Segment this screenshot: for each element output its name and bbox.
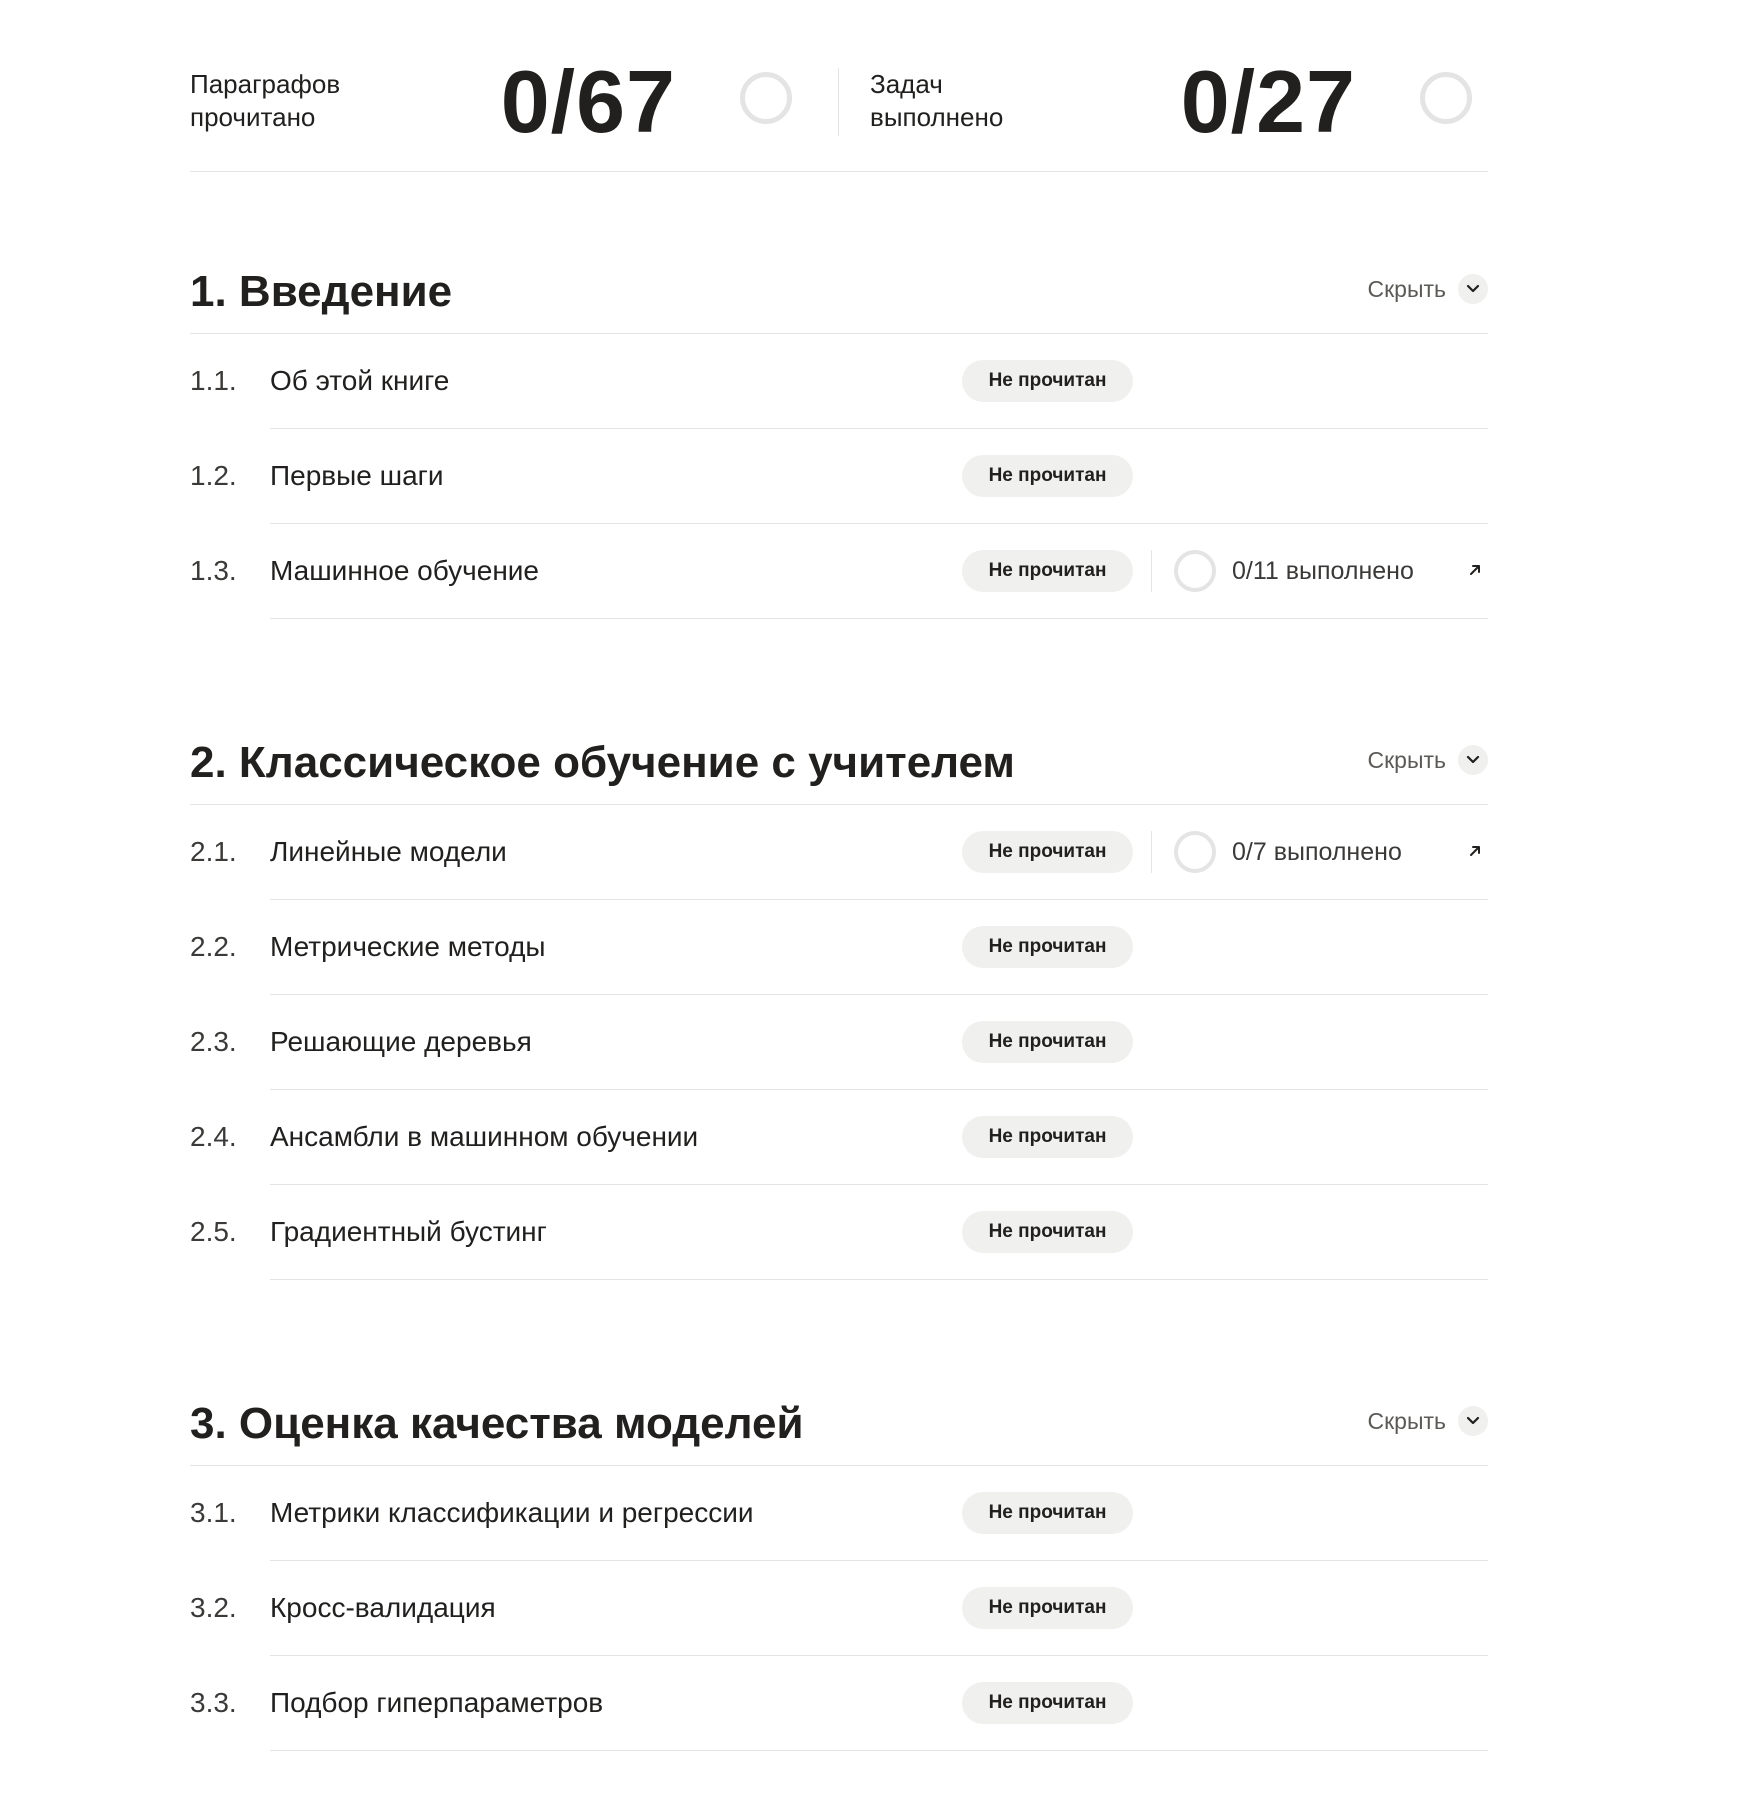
hide-label: Скрыть (1367, 276, 1446, 302)
paragraph-number: 2.4. (190, 1121, 237, 1152)
paragraph-number: 2.3. (190, 1026, 237, 1057)
paragraphs-label-line2: прочитано (190, 102, 316, 132)
read-status-badge: Не прочитан (962, 1211, 1133, 1253)
paragraphs-label-line1: Параграфов (190, 69, 341, 99)
paragraph-number: 2.1. (190, 836, 237, 867)
read-status-badge: Не прочитан (962, 831, 1133, 873)
paragraph-number: 2.2. (190, 931, 237, 962)
paragraph-number: 1.1. (190, 365, 237, 396)
section-introduction (190, 240, 1488, 619)
row-divider (1151, 831, 1152, 873)
paragraphs-progress-ring-icon (740, 72, 792, 124)
course-contents (190, 0, 1488, 1718)
read-status-badge: Не прочитан (962, 1682, 1133, 1724)
section-title: 3. Оценка качества моделей (190, 1399, 804, 1448)
tasks-progress-text: 0/11 выполнено (1232, 557, 1414, 585)
paragraph-row (190, 429, 1488, 524)
paragraph-link[interactable]: Первые шаги (270, 460, 444, 491)
arrow-up-right-icon[interactable] (1462, 557, 1488, 583)
hide-section-button[interactable] (1367, 745, 1488, 775)
chevron-down-icon (1458, 745, 1488, 775)
paragraph-link[interactable]: Метрики классификации и регрессии (270, 1497, 754, 1528)
tasks-done-count: 0/27 (1180, 52, 1356, 151)
section-supervised-learning (190, 711, 1488, 1280)
hide-label: Скрыть (1367, 747, 1446, 773)
read-status-badge: Не прочитан (962, 1492, 1133, 1534)
paragraph-row (190, 1561, 1488, 1656)
paragraph-link[interactable]: Метрические методы (270, 931, 546, 962)
read-status-badge: Не прочитан (962, 360, 1133, 402)
paragraph-number: 3.2. (190, 1592, 237, 1623)
read-status-badge: Не прочитан (962, 1021, 1133, 1063)
read-status-badge: Не прочитан (962, 550, 1133, 592)
tasks-label-line1: Задач (870, 69, 943, 99)
paragraph-link[interactable]: Об этой книге (270, 365, 450, 396)
hide-label: Скрыть (1367, 1408, 1446, 1434)
paragraph-number: 2.5. (190, 1216, 237, 1247)
paragraph-link[interactable]: Машинное обучение (270, 555, 539, 586)
section-model-evaluation (190, 1372, 1488, 1751)
paragraph-link[interactable]: Кросс-валидация (270, 1592, 496, 1623)
chevron-down-icon (1458, 1406, 1488, 1436)
paragraph-row (190, 524, 1488, 619)
paragraph-row (190, 334, 1488, 429)
paragraphs-read-label (190, 68, 340, 134)
paragraph-row (190, 1466, 1488, 1561)
tasks-progress-text: 0/7 выполнено (1232, 838, 1402, 866)
task-progress-ring-icon (1174, 550, 1216, 592)
paragraph-link[interactable]: Подбор гиперпараметров (270, 1687, 604, 1718)
paragraph-link[interactable]: Линейные модели (270, 836, 507, 867)
arrow-up-right-icon[interactable] (1462, 838, 1488, 864)
paragraph-row (190, 995, 1488, 1090)
read-status-badge: Не прочитан (962, 1587, 1133, 1629)
tasks-progress-ring-icon (1420, 72, 1472, 124)
paragraph-link[interactable]: Решающие деревья (270, 1026, 532, 1057)
stats-divider (838, 68, 839, 136)
progress-summary (190, 0, 1488, 172)
paragraph-row (190, 1090, 1488, 1185)
row-divider (1151, 550, 1152, 592)
paragraph-link[interactable]: Градиентный бустинг (270, 1216, 547, 1247)
section-title: 2. Классическое обучение с учителем (190, 738, 1015, 787)
paragraph-number: 3.3. (190, 1687, 237, 1718)
paragraph-number: 3.1. (190, 1497, 237, 1528)
paragraph-number: 1.2. (190, 460, 237, 491)
hide-section-button[interactable] (1367, 1406, 1488, 1436)
read-status-badge: Не прочитан (962, 926, 1133, 968)
section-header (190, 240, 1488, 334)
section-header (190, 1372, 1488, 1466)
paragraph-link[interactable]: Ансамбли в машинном обучении (270, 1121, 699, 1152)
task-progress-ring-icon (1174, 831, 1216, 873)
section-title: 1. Введение (190, 267, 453, 316)
chevron-down-icon (1458, 274, 1488, 304)
tasks-done-label (870, 68, 1003, 134)
tasks-label-line2: выполнено (870, 102, 1004, 132)
paragraph-row (190, 900, 1488, 995)
read-status-badge: Не прочитан (962, 1116, 1133, 1158)
paragraph-row (190, 1185, 1488, 1280)
read-status-badge: Не прочитан (962, 455, 1133, 497)
section-header (190, 711, 1488, 805)
hide-section-button[interactable] (1367, 274, 1488, 304)
paragraph-row (190, 1656, 1488, 1751)
paragraphs-read-count: 0/67 (500, 52, 676, 151)
paragraph-number: 1.3. (190, 555, 237, 586)
paragraph-row (190, 805, 1488, 900)
